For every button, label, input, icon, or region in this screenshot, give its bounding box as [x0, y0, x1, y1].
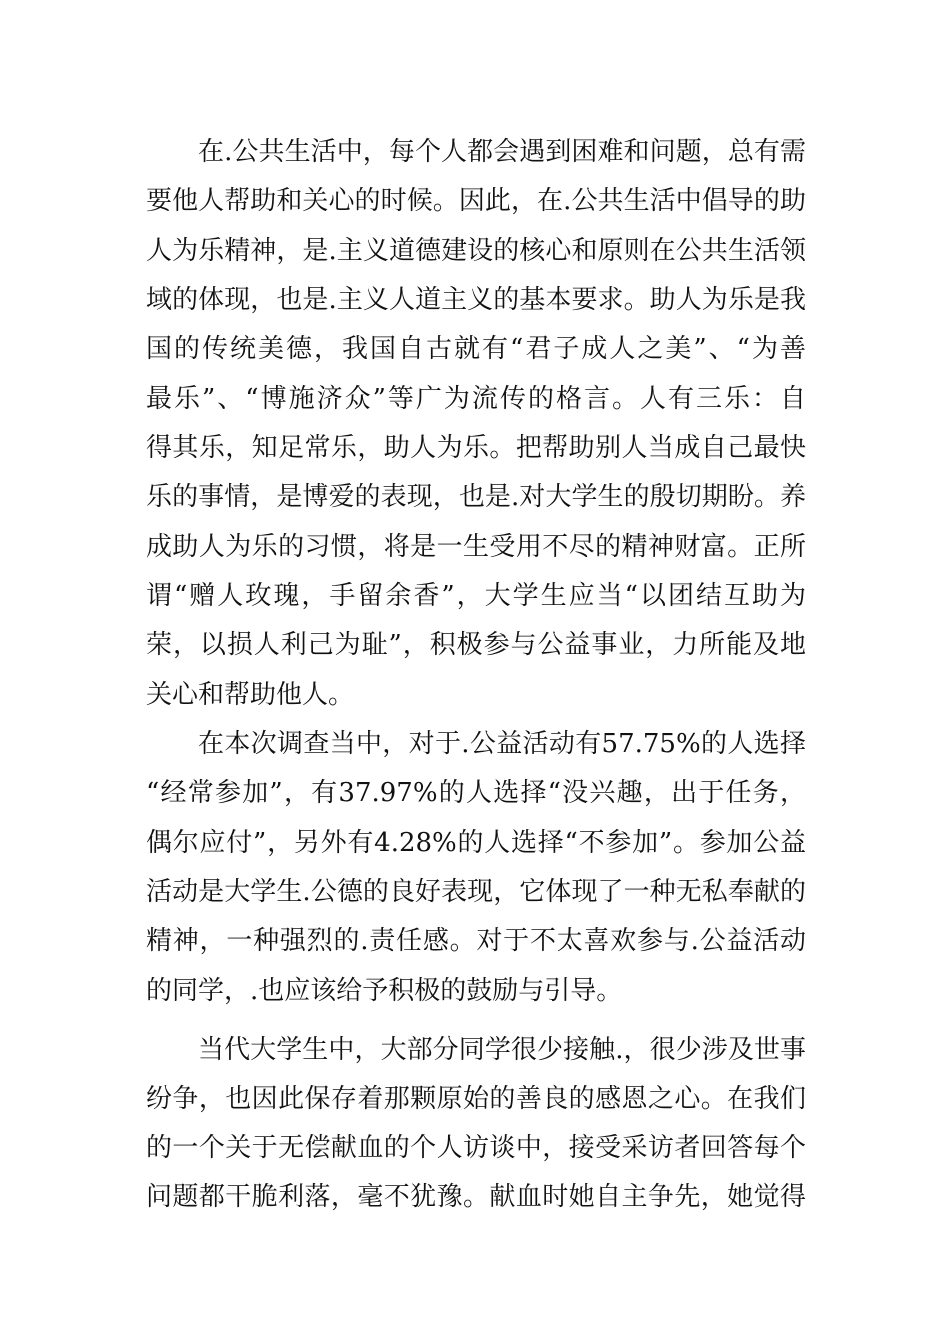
text-line: 域的体现，也是.主义人道主义的基本要求。助人为乐是我 [146, 285, 806, 315]
text-line: 的一个关于无偿献血的个人访谈中，接受采访者回答每个 [146, 1133, 806, 1163]
text-line: 荣，以损人利己为耻”，积极参与公益事业，力所能及地 [146, 630, 806, 660]
text-line: 精神，一种强烈的.责任感。对于不太喜欢参与.公益活动 [146, 926, 806, 956]
text-line: 谓“赠人玫瑰，手留余香”，大学生应当“以团结互助为 [146, 581, 806, 611]
text-line: 活动是大学生.公德的良好表现，它体现了一种无私奉献的 [146, 877, 806, 907]
text-line: 最乐”、“博施济众”等广为流传的格言。人有三乐：自 [146, 384, 806, 414]
text-line: 偶尔应付”，另外有4.28%的人选择“不参加”。参加公益 [146, 828, 806, 858]
text-line: 乐的事情，是博爱的表现，也是.对大学生的殷切期盼。养 [146, 482, 806, 512]
text-line: 成助人为乐的习惯，将是一生受用不尽的精神财富。正所 [146, 532, 806, 562]
text-line: 人为乐精神，是.主义道德建设的核心和原则在公共生活领 [146, 236, 806, 266]
text-line: 国的传统美德，我国自古就有“君子成人之美”、“为善 [146, 334, 806, 364]
text-line: “经常参加”，有37.97%的人选择“没兴趣，出于任务， [146, 778, 806, 808]
text-line: 的同学，.也应该给予积极的鼓励与引导。 [146, 976, 623, 1006]
text-line: 纷争，也因此保存着那颗原始的善良的感恩之心。在我们 [146, 1084, 806, 1114]
text-line: 当代大学生中，大部分同学很少接触.，很少涉及世事 [198, 1035, 806, 1065]
text-line: 关心和帮助他人。 [146, 680, 355, 710]
text-line: 在本次调查当中，对于.公益活动有57.75%的人选择 [198, 729, 806, 759]
text-line: 得其乐，知足常乐，助人为乐。把帮助别人当成自己最快 [146, 433, 806, 463]
text-line: 在.公共生活中，每个人都会遇到困难和问题，总有需 [198, 137, 806, 167]
text-line: 问题都干脆利落，毫不犹豫。献血时她自主争先，她觉得 [146, 1182, 806, 1212]
text-line: 要他人帮助和关心的时候。因此，在.公共生活中倡导的助 [146, 186, 806, 216]
